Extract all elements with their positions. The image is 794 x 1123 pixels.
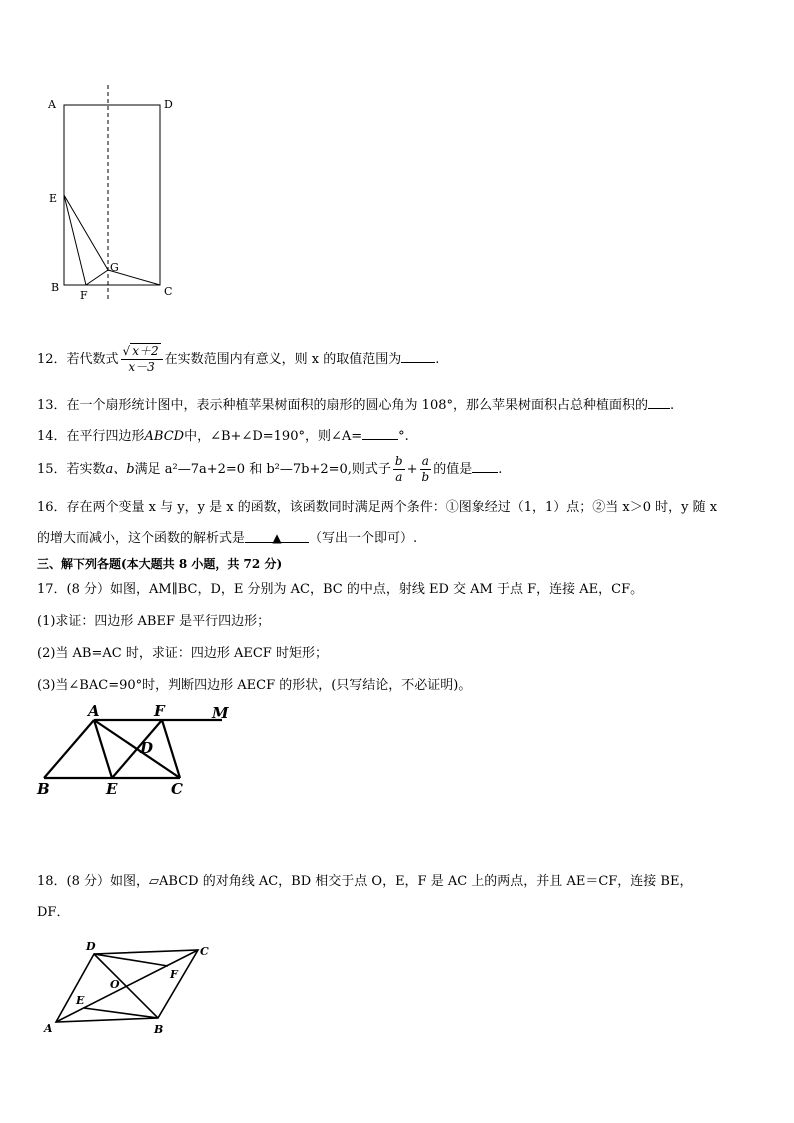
q13-text: 13．在一个扇形统计图中，表示种植苹果树面积的扇形的圆心角为 108°，那么苹果树面积占总种植面积的 — [37, 398, 648, 413]
q12-denominator: x－3 — [128, 360, 155, 374]
q15-middle: 满足 a²—7a+2=0 和 b²—7b+2=0,则式子 — [134, 462, 391, 477]
question-17-stem: 17．(8 分）如图，AM∥BC，D，E 分别为 AC，BC 的中点，射线 ED 交 AM 于点 F，连接 AE，CF。 — [37, 582, 644, 597]
q14-var: ABCD — [144, 429, 185, 444]
q13-answer-blank[interactable] — [648, 394, 670, 409]
fig17-label-c: C — [171, 780, 183, 798]
label-d: D — [164, 98, 173, 111]
q14-prefix: 14．在平行四边形 — [37, 429, 145, 444]
q12-fraction: $\frac{√ x+2}{x-3}$ — [121, 344, 163, 375]
question-18-line-1: 18．(8 分）如图，▱ABCD 的对角线 AC，BD 相交于点 O，E，F 是 AC 上的两点，并且 AE＝CF，连接 BE， — [37, 874, 693, 889]
segment-eg — [64, 195, 108, 270]
question-13 — [37, 394, 674, 416]
segment-ae — [94, 720, 112, 778]
fig18-label-f: F — [170, 968, 178, 981]
fig17-label-m: M — [212, 704, 229, 722]
fig17-label-b: B — [37, 780, 50, 798]
label-f: F — [80, 289, 88, 302]
fig17-label-d: D — [140, 739, 154, 757]
label-c: C — [164, 285, 173, 298]
q14-answer-blank[interactable] — [362, 425, 398, 440]
q12-suffix: 在实数范围内有意义，则 x 的取值范围为 — [164, 352, 402, 367]
q15-f1-den: a — [395, 470, 403, 484]
question-17-part-3: (3)当∠BAC=90°时，判断四边形 AECF 的形状，(只写结论，不必证明)。 — [37, 678, 472, 693]
segment-fc — [162, 720, 180, 778]
q15-answer-blank[interactable] — [472, 458, 498, 473]
segment-be — [84, 1008, 158, 1018]
question-18-line-2: DF． — [37, 905, 70, 920]
fig18-label-b: B — [154, 1023, 164, 1036]
q15-vars: a、b — [105, 462, 135, 477]
fig17-label-a: A — [88, 702, 100, 720]
q15-f1-num: b — [394, 454, 403, 468]
q15-prefix: 15．若实数 — [37, 462, 106, 477]
fig18-label-e: E — [76, 994, 85, 1007]
q14-end: °. — [398, 429, 409, 444]
question-12 — [37, 344, 439, 375]
rectangle-figure — [40, 85, 190, 305]
q15-f2-den: b — [421, 470, 430, 484]
q16-triangle: ▲ — [272, 531, 282, 545]
fig18-label-c: C — [200, 945, 209, 958]
label-g: G — [110, 261, 119, 274]
segment-ab — [44, 720, 94, 778]
label-e: E — [49, 192, 58, 205]
q13-end: . — [670, 398, 675, 413]
q16-answer-blank[interactable] — [245, 528, 309, 543]
fig17-label-f: F — [154, 702, 165, 720]
question-16-line-2 — [37, 528, 417, 549]
q16-prefix: 的增大而减小，这个函数的解析式是 — [37, 531, 246, 546]
q12-end: . — [435, 352, 440, 367]
q18-figure — [38, 936, 218, 1036]
fig17-label-e: E — [106, 780, 118, 798]
question-17-part-2: (2)当 AB=AC 时，求证：四边形 AECF 时矩形； — [37, 646, 328, 661]
q15-fraction-1 — [393, 454, 405, 485]
segment-fg — [86, 270, 108, 285]
q15-plus: + — [406, 462, 418, 477]
q15-suffix: 的值是 — [433, 462, 473, 477]
segment-ef — [112, 720, 162, 778]
q15-end: . — [498, 462, 503, 477]
fig18-label-d: D — [86, 940, 96, 953]
rectangle-abcd — [64, 105, 160, 285]
q12-numerator: x＋2 — [132, 344, 159, 358]
q15-fraction-2 — [420, 454, 432, 485]
label-a: A — [48, 98, 56, 111]
q17-figure — [34, 700, 244, 800]
question-17-part-1: (1)求证：四边形 ABEF 是平行四边形； — [37, 614, 271, 629]
q14-middle: 中，∠B+∠D=190°，则∠A= — [184, 429, 363, 444]
q15-f2-num: a — [420, 454, 432, 470]
label-b: B — [51, 281, 60, 294]
fig18-label-o: O — [110, 978, 120, 991]
question-14 — [37, 425, 409, 447]
q12-answer-blank[interactable] — [401, 348, 435, 363]
fig18-label-a: A — [44, 1022, 53, 1035]
section-title: 三、解下列各题(本大题共 8 小题，共 72 分) — [37, 557, 283, 571]
q16-suffix: （写出一个即可）. — [309, 531, 418, 546]
question-15 — [37, 454, 502, 485]
segment-ef — [64, 195, 86, 285]
q12-prefix: 12．若代数式 — [37, 352, 119, 367]
question-16-line-1: 16．存在两个变量 x 与 y，y 是 x 的函数，该函数同时满足两个条件：①图象经过（1，1）点；②当 x＞0 时，y 随 x — [37, 500, 718, 515]
